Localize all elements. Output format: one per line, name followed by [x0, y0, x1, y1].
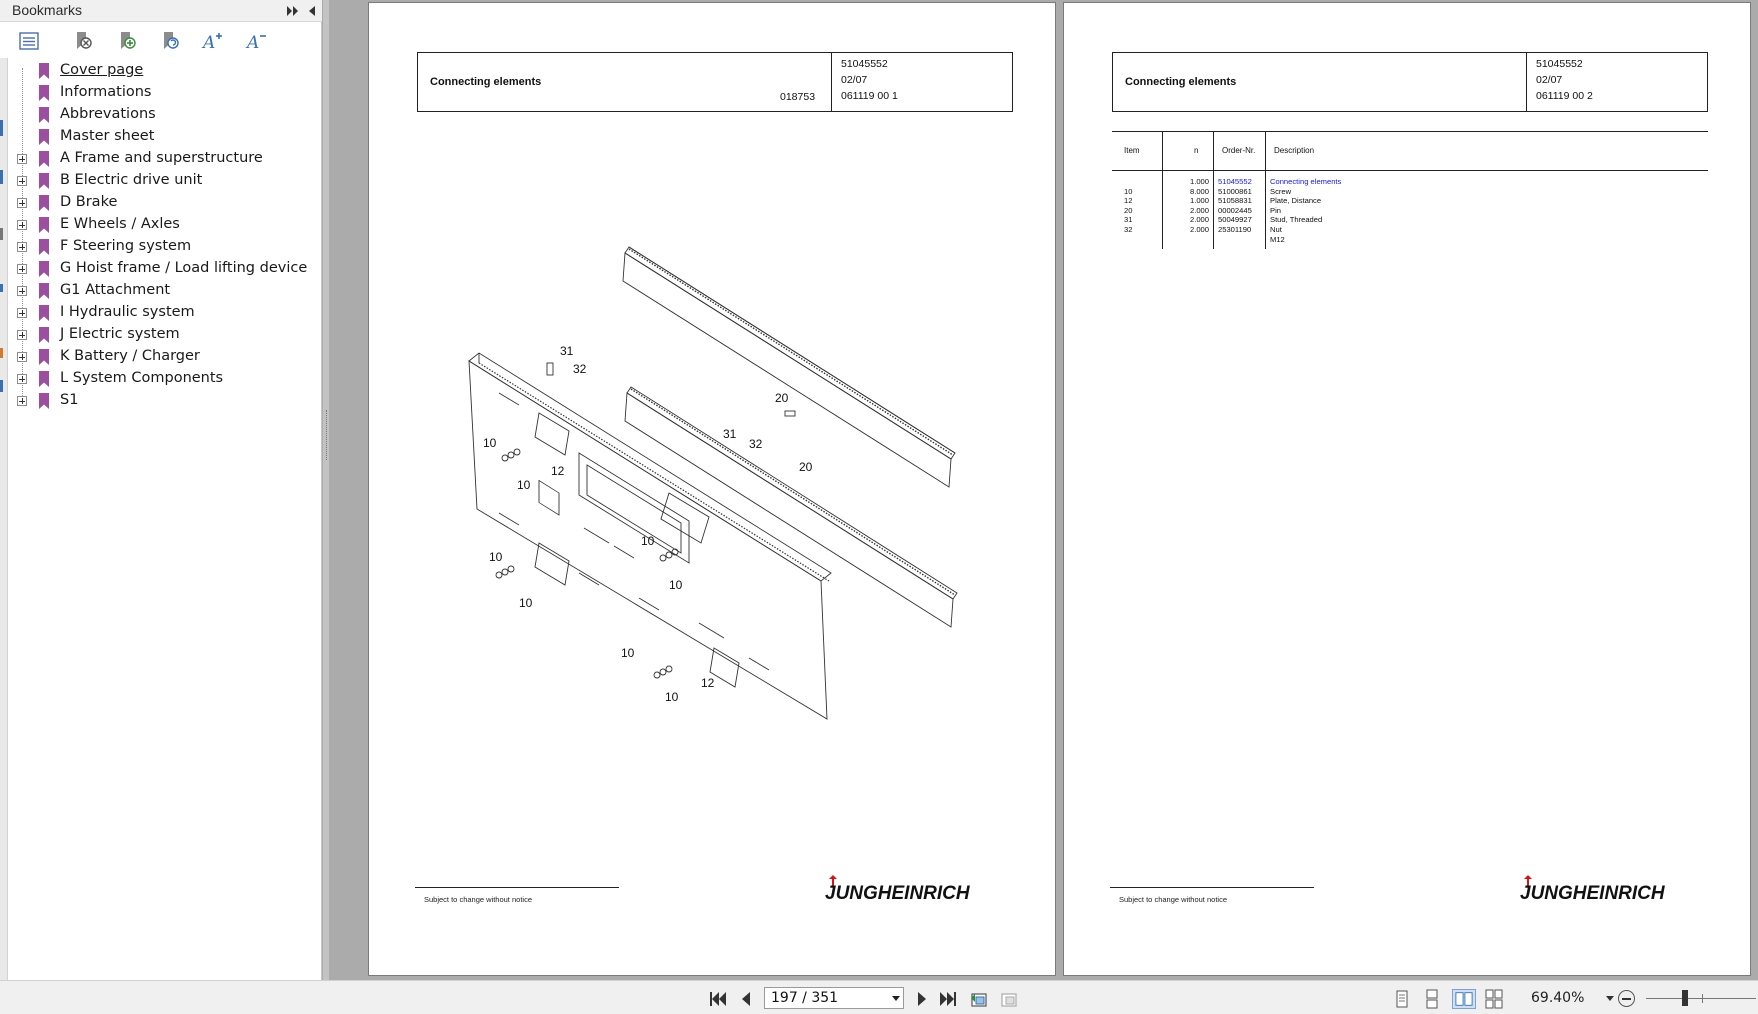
bookmark-label: F Steering system — [60, 238, 192, 254]
splitter-grip — [326, 410, 328, 460]
bookmark-item[interactable] — [8, 148, 308, 170]
expand-plus-icon[interactable] — [17, 352, 27, 362]
page-header-box — [1112, 52, 1708, 112]
bookmark-ribbon-icon — [38, 282, 50, 300]
bookmark-label: J Electric system — [60, 326, 180, 342]
previous-page-icon[interactable] — [736, 990, 756, 1008]
expand-plus-icon[interactable] — [17, 330, 27, 340]
bookmark-label: Abbrevations — [60, 106, 156, 122]
expand-plus-icon[interactable] — [17, 220, 27, 230]
bookmark-label: E Wheels / Axles — [60, 216, 180, 232]
svg-text:A: A — [247, 33, 260, 53]
page-header-title: Connecting elements — [430, 76, 542, 88]
parts-cell-desc: M12 — [1270, 234, 1285, 244]
expand-plus-icon[interactable] — [17, 308, 27, 318]
bookmark-label: K Battery / Charger — [60, 348, 200, 364]
zoom-slider-track[interactable] — [1646, 998, 1756, 999]
parts-cell-desc: Screw — [1270, 186, 1292, 196]
expand-plus-icon[interactable] — [17, 286, 27, 296]
svg-text:A: A — [203, 33, 216, 53]
parts-cell-order: 50049927 — [1218, 215, 1252, 225]
next-page-icon[interactable] — [912, 990, 932, 1008]
callout-20: 20 — [799, 460, 813, 474]
jungheinrich-logo — [1518, 875, 1668, 903]
callout-12: 12 — [551, 464, 565, 478]
first-page-icon[interactable] — [708, 990, 728, 1008]
callout-10: 10 — [641, 534, 655, 548]
bookmark-item[interactable] — [8, 60, 308, 82]
bookmark-ribbon-icon — [38, 216, 50, 234]
parts-cell-n: 2.000 — [1189, 225, 1209, 234]
bookmark-label: G Hoist frame / Load lifting device — [60, 260, 308, 276]
bookmark-item[interactable] — [8, 104, 308, 126]
bookmark-label: Informations — [60, 84, 152, 100]
expand-plus-icon[interactable] — [17, 176, 27, 186]
bookmark-label: L System Components — [60, 370, 224, 386]
parts-cell-desc: Pin — [1270, 205, 1281, 215]
page-header-title: Connecting elements — [1125, 76, 1237, 88]
footer-note: Subject to change without notice — [1119, 895, 1227, 904]
zoom-slider-thumb[interactable] — [1682, 990, 1688, 1006]
page-header-box — [417, 52, 1013, 112]
bookmark-label: Master sheet — [60, 128, 155, 144]
page-dropdown-icon[interactable] — [892, 996, 900, 1001]
sheet-number: 061119 00 2 — [1536, 90, 1593, 102]
col-header-order: Order-Nr. — [1222, 146, 1256, 155]
pdf-page-right — [1063, 2, 1751, 976]
bookmark-label: S1 — [60, 392, 79, 408]
callout-20: 20 — [775, 391, 789, 405]
bookmark-label: D Brake — [60, 194, 118, 210]
panel-splitter[interactable] — [323, 0, 329, 980]
expand-plus-icon[interactable] — [17, 396, 27, 406]
bookmark-ribbon-icon — [38, 304, 50, 322]
bookmarks-header — [0, 0, 322, 22]
parts-cell-n: 1.000 — [1189, 196, 1209, 206]
exploded-parts-drawing — [439, 243, 969, 723]
callout-10: 10 — [665, 690, 679, 704]
bookmark-item[interactable] — [8, 82, 308, 104]
bookmark-item[interactable] — [8, 126, 308, 148]
bookmark-ribbon-icon — [38, 326, 50, 344]
bookmark-item[interactable] — [8, 214, 308, 236]
continuous-view-icon[interactable] — [1422, 989, 1442, 1009]
bookmark-label: I Hydraulic system — [60, 304, 195, 320]
add-bookmark-icon[interactable] — [114, 28, 140, 54]
callout-32: 32 — [749, 437, 763, 451]
order-number: 51045552 — [1536, 58, 1583, 70]
callout-10: 10 — [669, 578, 683, 592]
bookmark-item[interactable] — [8, 346, 308, 368]
expand-plus-icon[interactable] — [17, 198, 27, 208]
parts-cell-item: 12 — [1124, 196, 1133, 206]
col-header-n: n — [1194, 146, 1199, 155]
expand-plus-icon[interactable] — [17, 374, 27, 384]
zoom-out-icon[interactable] — [1618, 990, 1635, 1007]
bookmark-label: B Electric drive unit — [60, 172, 203, 188]
status-bar — [0, 980, 1758, 1014]
parts-cell-item: 32 — [1124, 225, 1133, 234]
double-chevron-right-icon[interactable] — [286, 4, 300, 18]
increase-font-icon[interactable] — [200, 28, 226, 54]
bookmark-item[interactable] — [8, 302, 308, 324]
bookmark-ribbon-icon — [38, 128, 50, 146]
bookmark-label: A Frame and superstructure — [60, 150, 263, 166]
parts-cell-item: 31 — [1124, 215, 1133, 225]
parts-cell-desc: Nut — [1270, 225, 1282, 234]
callout-31: 31 — [723, 427, 737, 441]
zoom-level[interactable]: 69.40% — [1531, 990, 1585, 1006]
parts-cell-n: 2.000 — [1189, 215, 1209, 225]
parts-cell-desc: Connecting elements — [1270, 177, 1342, 186]
parts-cell-n: 8.000 — [1189, 186, 1209, 196]
last-page-icon[interactable] — [938, 990, 958, 1008]
bookmark-item[interactable] — [8, 368, 308, 390]
delete-bookmark-icon[interactable] — [70, 28, 96, 54]
pdf-page-left — [368, 2, 1056, 976]
callout-10: 10 — [517, 478, 531, 492]
parts-cell-order: 25301190 — [1218, 225, 1252, 234]
issue-date: 02/07 — [1536, 74, 1563, 86]
go-back-view-icon[interactable] — [968, 990, 990, 1008]
parts-list-table — [1112, 131, 1708, 251]
callout-10: 10 — [621, 646, 635, 660]
callout-31: 31 — [560, 344, 574, 358]
col-header-item: Item — [1124, 146, 1140, 155]
page-number-input[interactable]: 197 / 351 — [764, 987, 904, 1009]
bookmark-item[interactable] — [8, 170, 308, 192]
bookmarks-title: Bookmarks — [12, 2, 83, 18]
jungheinrich-logo — [823, 875, 973, 903]
figure-number: 018753 — [780, 91, 816, 103]
issue-date: 02/07 — [841, 74, 868, 86]
two-page-continuous-view-icon[interactable] — [1484, 989, 1504, 1009]
bookmark-item[interactable] — [8, 324, 308, 346]
callout-10: 10 — [489, 550, 503, 564]
sheet-number: 061119 00 1 — [841, 90, 898, 102]
bookmark-label: Cover page — [60, 62, 144, 78]
parts-cell-order: 51000861 — [1218, 186, 1252, 196]
bookmark-ribbon-icon — [38, 84, 50, 102]
zoom-dropdown-icon[interactable] — [1606, 996, 1614, 1001]
bookmark-ribbon-icon — [38, 260, 50, 278]
callout-12: 12 — [701, 676, 715, 690]
parts-cell-item: 10 — [1124, 186, 1133, 196]
parts-cell-desc: Plate, Distance — [1270, 196, 1322, 206]
bookmark-ribbon-icon — [38, 62, 50, 80]
expand-plus-icon[interactable] — [17, 154, 27, 164]
col-header-description: Description — [1274, 146, 1315, 155]
footer-rule — [1110, 887, 1314, 888]
parts-cell-desc: Stud, Threaded — [1270, 215, 1323, 225]
callout-32: 32 — [573, 362, 587, 376]
parts-cell-order: 51058831 — [1218, 196, 1252, 206]
expand-list-icon[interactable] — [16, 28, 42, 54]
bookmark-item[interactable] — [8, 236, 308, 258]
bookmark-item[interactable] — [8, 390, 308, 412]
single-page-view-icon[interactable] — [1392, 989, 1412, 1009]
panel-side-strip — [0, 58, 8, 980]
footer-rule — [415, 887, 619, 888]
bookmark-item[interactable] — [8, 192, 308, 214]
go-forward-view-icon[interactable] — [998, 990, 1020, 1008]
parts-cell-n: 1.000 — [1189, 177, 1209, 186]
bookmark-item[interactable] — [8, 280, 308, 302]
parts-cell-n: 2.000 — [1189, 205, 1209, 215]
parts-cell-item: 20 — [1124, 205, 1133, 215]
bookmark-ribbon-icon — [38, 194, 50, 212]
logo-wordmark: JUNGHEINRICH — [825, 883, 970, 903]
bookmark-search-icon[interactable] — [157, 28, 183, 54]
callout-10: 10 — [483, 436, 497, 450]
bookmark-item[interactable] — [8, 258, 308, 280]
bookmark-label: G1 Attachment — [60, 282, 171, 298]
two-page-view-icon[interactable] — [1452, 989, 1476, 1009]
collapse-panel-icon[interactable] — [306, 4, 318, 18]
bookmark-ribbon-icon — [38, 150, 50, 168]
bookmark-ribbon-icon — [38, 172, 50, 190]
bookmark-ribbon-icon — [38, 370, 50, 388]
footer-note: Subject to change without notice — [424, 895, 532, 904]
bookmark-ribbon-icon — [38, 392, 50, 410]
bookmarks-toolbar — [0, 24, 322, 58]
parts-cell-order[interactable]: 51045552 — [1218, 177, 1252, 186]
bookmark-ribbon-icon — [38, 238, 50, 256]
decrease-font-icon[interactable] — [244, 28, 270, 54]
zoom-slider-tick — [1702, 994, 1703, 1003]
logo-wordmark: JUNGHEINRICH — [1520, 883, 1665, 903]
expand-plus-icon[interactable] — [17, 242, 27, 252]
order-number: 51045552 — [841, 58, 888, 70]
parts-cell-order: 00002445 — [1218, 205, 1252, 215]
expand-plus-icon[interactable] — [17, 264, 27, 274]
bookmark-ribbon-icon — [38, 348, 50, 366]
callout-10: 10 — [519, 596, 533, 610]
bookmark-tree — [8, 58, 320, 958]
bookmarks-panel — [0, 0, 322, 980]
bookmark-ribbon-icon — [38, 106, 50, 124]
